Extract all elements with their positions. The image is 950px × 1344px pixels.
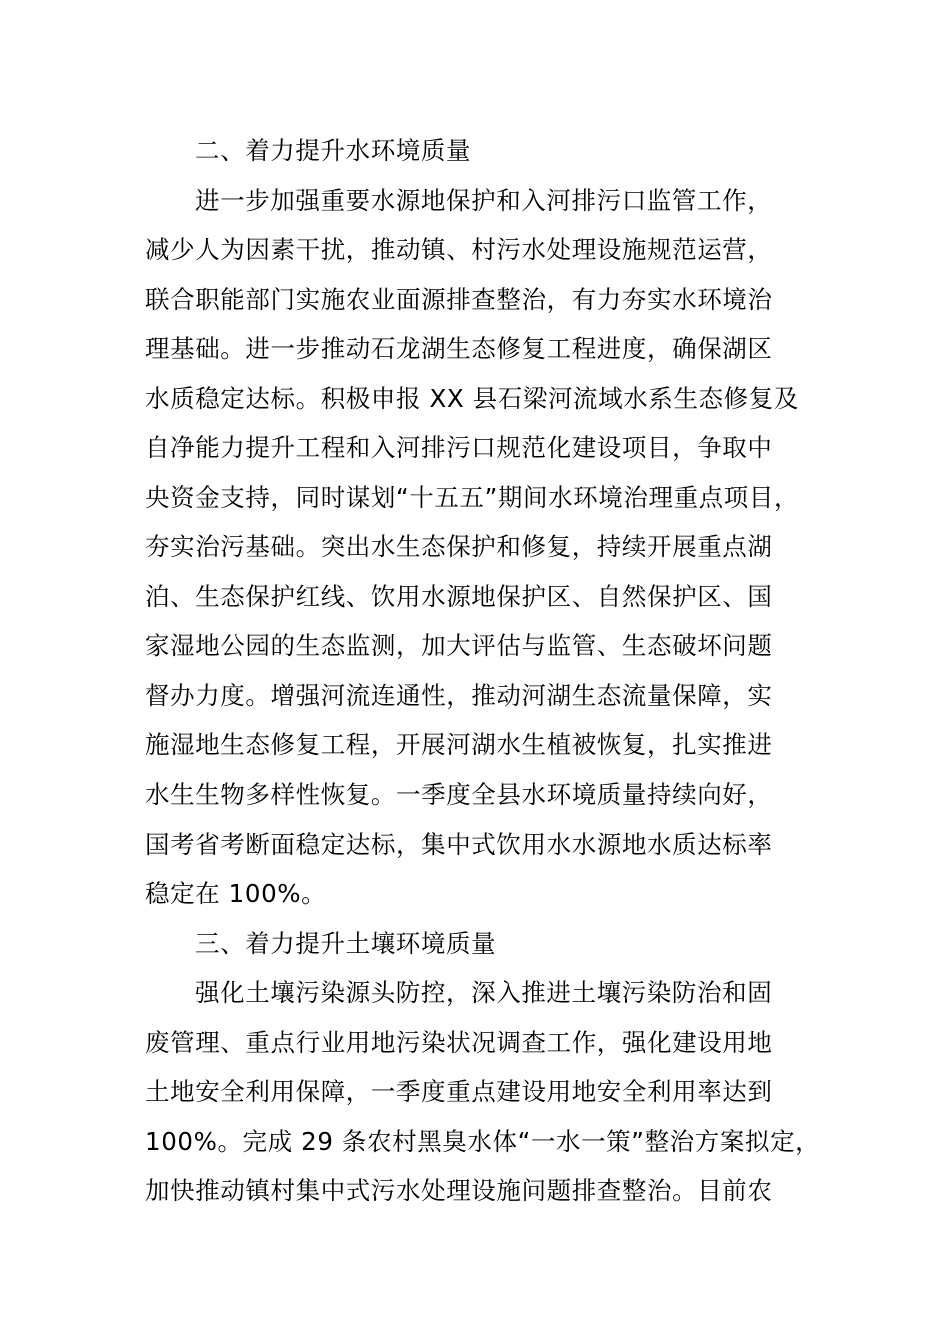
- paragraph-line: 废管理、重点行业用地污染状况调查工作，强化建设用地: [145, 1028, 773, 1057]
- paragraph-line: 减少人为因素干扰，推动镇、村污水处理设施规范运营，: [145, 235, 773, 264]
- paragraph-line: 加快推动镇村集中式污水处理设施问题排查整治。目前农: [145, 1176, 773, 1205]
- paragraph-line: 联合职能部门实施农业面源排查整治，有力夯实水环境治: [145, 285, 773, 314]
- paragraph-line: 泊、生态保护红线、饮用水源地保护区、自然保护区、国: [145, 582, 773, 611]
- paragraph-line: 水生生物多样性恢复。一季度全县水环境质量持续向好，: [145, 780, 773, 809]
- paragraph-line: 夯实治污基础。突出水生态保护和修复，持续开展重点湖: [145, 532, 773, 561]
- paragraph-line: 稳定在 100%。: [145, 879, 327, 908]
- paragraph-line: 理基础。进一步推动石龙湖生态修复工程进度，确保湖区: [145, 334, 773, 363]
- paragraph-line: 土地安全利用保障，一季度重点建设用地安全利用率达到: [145, 1077, 773, 1106]
- paragraph-line: 国考省考断面稳定达标，集中式饮用水水源地水质达标率: [145, 830, 773, 859]
- paragraph-line: 进一步加强重要水源地保护和入河排污口监管工作，: [195, 186, 773, 215]
- paragraph-line: 强化土壤污染源头防控，深入推进土壤污染防治和固: [195, 978, 773, 1007]
- paragraph-line: 自净能力提升工程和入河排污口规范化建设项目，争取中: [145, 433, 773, 462]
- paragraph-line: 水质稳定达标。积极申报 XX 县石梁河流域水系生态修复及: [145, 384, 799, 413]
- paragraph-line: 央资金支持，同时谋划“十五五”期间水环境治理重点项目，: [145, 483, 800, 512]
- section-heading-water: 二、着力提升水环境质量: [195, 136, 472, 165]
- paragraph-line: 100%。完成 29 条农村黑臭水体“一水一策”整治方案拟定，: [145, 1127, 821, 1156]
- paragraph-line: 督办力度。增强河流连通性，推动河湖生态流量保障，实: [145, 681, 773, 710]
- paragraph-line: 家湿地公园的生态监测，加大评估与监管、生态破坏问题: [145, 631, 773, 660]
- paragraph-line: 施湿地生态修复工程，开展河湖水生植被恢复，扎实推进: [145, 730, 773, 759]
- section-heading-soil: 三、着力提升土壤环境质量: [195, 929, 497, 958]
